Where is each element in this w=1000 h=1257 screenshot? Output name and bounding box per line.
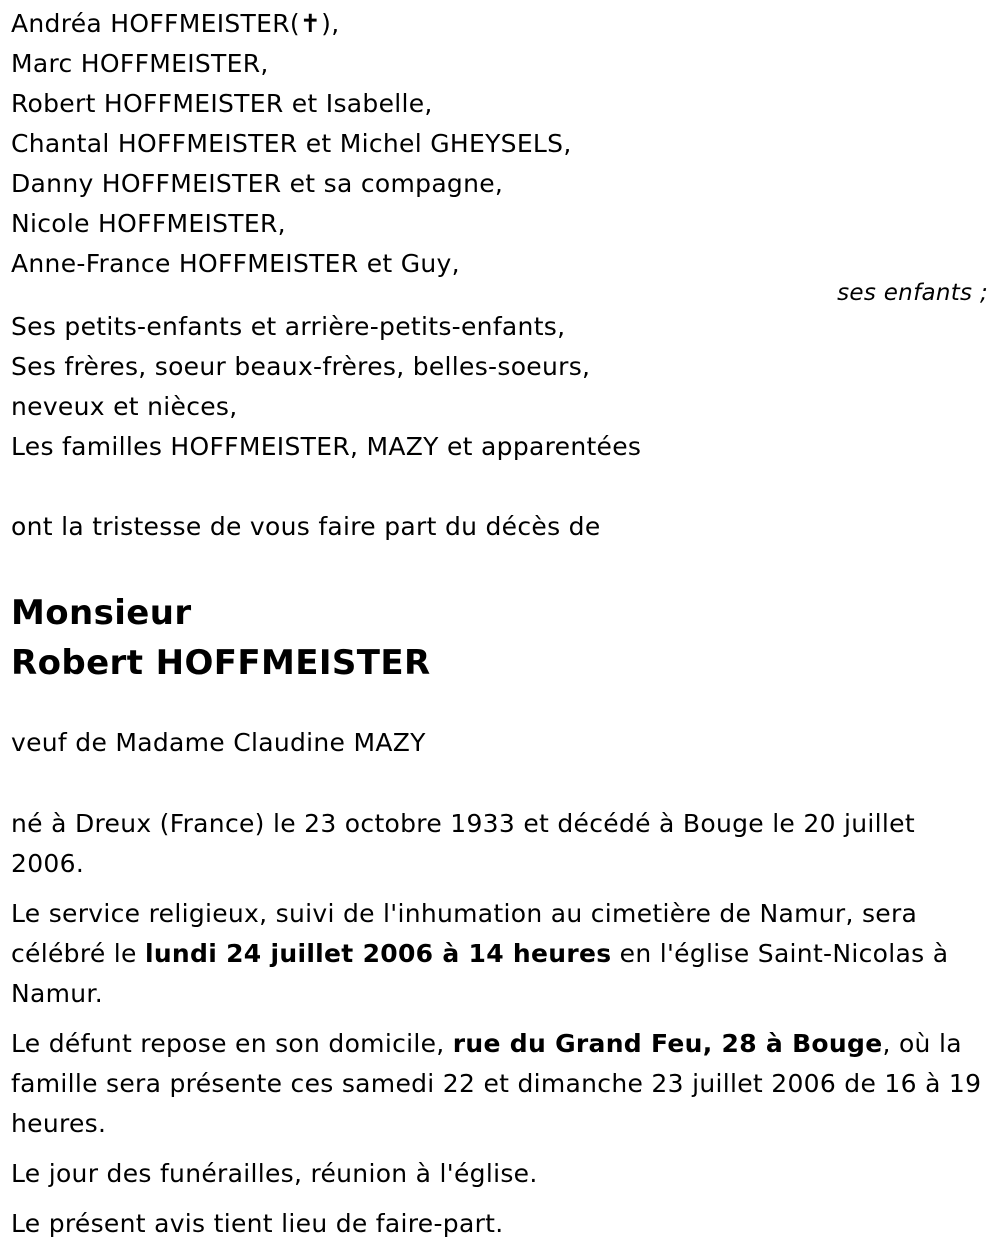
deceased-name: Robert HOFFMEISTER [11,643,431,683]
family-line: neveux et nièces, [11,392,238,421]
rest-address: rue du Grand Feu, 28 à Bouge [452,1029,883,1058]
family-list [11,307,986,467]
service-text-before: Le service religieux, suivi de l'inhumation au cimetière de Namur, sera célébré le [11,899,918,968]
deceased-name-block [11,588,986,688]
rest-paragraph [11,1024,986,1144]
children-list [11,4,986,284]
child-line: Anne-France HOFFMEISTER et Guy, [11,249,460,278]
service-text-after: en l'église Saint-Nicolas à Namur. [11,939,949,1008]
death-notice [11,4,986,1244]
widower-text: veuf de Madame Claudine MAZY [11,728,426,757]
child-line: Marc HOFFMEISTER, [11,49,269,78]
child-line: Andréa HOFFMEISTER(✝), [11,9,340,38]
service-date-time: lundi 24 juillet 2006 à 14 heures [144,939,612,968]
family-line: Ses frères, soeur beaux-frères, belles-soeurs, [11,352,591,381]
child-line: Nicole HOFFMEISTER, [11,209,286,238]
announcement-text: ont la tristesse de vous faire part du décès de [11,512,601,541]
rest-text-before: Le défunt repose en son domicile, [11,1029,453,1058]
child-line: Chantal HOFFMEISTER et Michel GHEYSELS, [11,129,572,158]
closing-paragraph: Le présent avis tient lieu de faire-part. [11,1209,504,1238]
funeral-day-paragraph: Le jour des funérailles, réunion à l'église. [11,1159,538,1188]
children-caption: ses enfants ; [837,280,988,306]
service-paragraph [11,894,986,1014]
birth-death-paragraph: né à Dreux (France) le 23 octobre 1933 et décédé à Bouge le 20 juillet 2006. [11,809,915,878]
child-line: Danny HOFFMEISTER et sa compagne, [11,169,504,198]
family-line: Ses petits-enfants et arrière-petits-enfants, [11,312,566,341]
family-line: Les familles HOFFMEISTER, MAZY et apparentées [11,432,642,461]
child-line: Robert HOFFMEISTER et Isabelle, [11,89,433,118]
children-caption-row [11,280,988,307]
deceased-title: Monsieur [11,593,192,633]
rest-text-after: , où la famille sera présente ces samedi 22 et dimanche 23 juillet 2006 de 16 à 19 heures. [11,1029,982,1138]
